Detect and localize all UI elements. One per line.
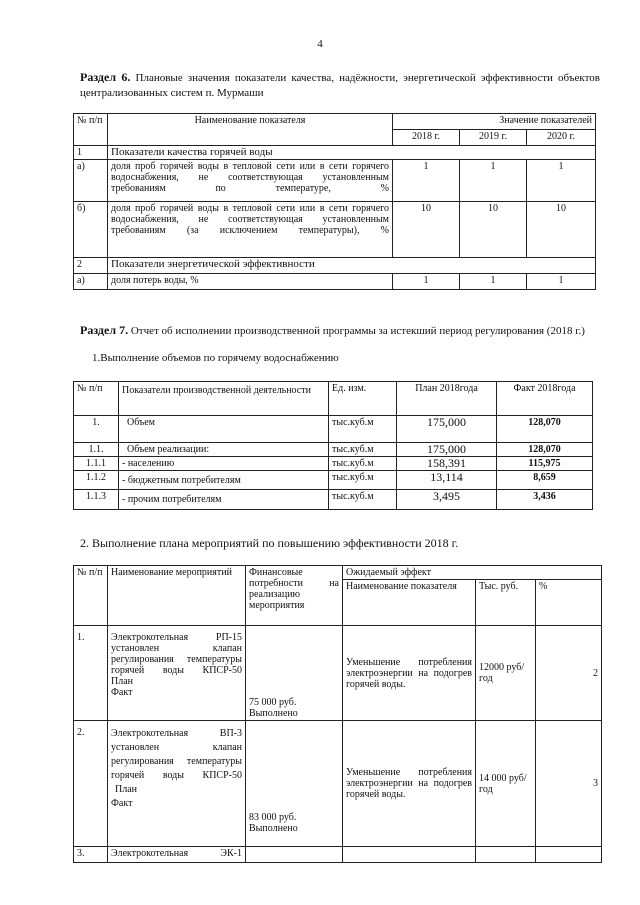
- header-num: № п/п: [74, 566, 108, 626]
- row-group-title: Показатели энергетической эффективности: [108, 258, 596, 274]
- section6-label: Раздел 6.: [80, 70, 131, 84]
- row-finance-status: Выполнено: [249, 823, 298, 834]
- year-2020: 2020 г.: [527, 130, 596, 146]
- row-name: - прочим потребителям: [119, 490, 329, 510]
- row-fact: 128,070: [497, 416, 593, 443]
- row-num: а): [74, 160, 108, 202]
- header-fact: Факт 2018года: [497, 382, 593, 416]
- header-plan: План 2018года: [397, 382, 497, 416]
- row-value: 1: [393, 274, 460, 290]
- row-group-title: Показатели качества горячей воды: [108, 146, 596, 160]
- page-number: 4: [317, 38, 323, 50]
- section7-subheading-1: 1.Выполнение объемов по горячему водоснабжению: [92, 352, 339, 364]
- row-fact-label: Факт: [111, 687, 133, 698]
- row-name: Электрокотельная ВП-3 установлен клапан регулирования температуры горячей воды КПСР-50: [111, 728, 242, 781]
- section6-title: Плановые значения показатели качества, надёжности, энергетической эффективности объектов централизованных систем п. Мурмаши: [80, 72, 600, 99]
- measures-table: [73, 565, 602, 863]
- section7-label: Раздел 7.: [80, 323, 129, 337]
- section7-subheading-2: 2. Выполнение плана мероприятий по повышению эффективности 2018 г.: [80, 536, 459, 550]
- section6-table: [73, 113, 596, 290]
- row-num: б): [74, 202, 108, 258]
- row-num: 3.: [74, 847, 108, 863]
- row-value: 1: [460, 274, 527, 290]
- row-num: а): [74, 274, 108, 290]
- row-rub: [476, 847, 536, 863]
- row-unit: тыс.куб.м: [329, 471, 397, 490]
- row-fact: 8,659: [497, 471, 593, 490]
- row-name: Электрокотельная РП-15 установлен клапан регулирования температуры горячей воды КПСР-50: [111, 632, 242, 676]
- header-name: Наименование показателя: [108, 114, 393, 146]
- row-value: 10: [393, 202, 460, 258]
- row-name-cell: [108, 721, 246, 847]
- header-rub: Тыс. руб.: [476, 580, 536, 626]
- row-finance: [246, 847, 343, 863]
- row-num: 1.1.2: [74, 471, 119, 490]
- row-name: Объем реализации:: [119, 443, 329, 457]
- row-value: 1: [527, 274, 596, 290]
- row-plan: 175,000: [397, 416, 497, 443]
- row-num: 1.1.1: [74, 457, 119, 471]
- row-num: 1: [74, 146, 108, 160]
- row-name: Объем: [119, 416, 329, 443]
- row-unit: тыс.куб.м: [329, 416, 397, 443]
- header-num: № п/п: [74, 114, 108, 146]
- header-finance: Финансовые потребности на реализацию мероприятия: [246, 566, 343, 626]
- row-name-cell: [108, 626, 246, 721]
- row-name: доля проб горячей воды в тепловой сети или в сети горячего водоснабжения, не соответствующая установленным требованиям по температуре, %: [108, 160, 393, 202]
- row-finance-cell: [246, 721, 343, 847]
- row-num: 2: [74, 258, 108, 274]
- row-plan-label: План: [115, 784, 138, 795]
- row-num: 1.1.: [74, 443, 119, 457]
- row-value: 1: [527, 160, 596, 202]
- row-value: 1: [393, 160, 460, 202]
- row-finance: 75 000 руб.: [249, 697, 297, 708]
- row-fact: 115,975: [497, 457, 593, 471]
- row-unit: тыс.куб.м: [329, 490, 397, 510]
- header-values: Значение показателей: [393, 114, 596, 130]
- row-value: 10: [460, 202, 527, 258]
- header-pct: %: [536, 580, 602, 626]
- row-pct: [536, 847, 602, 863]
- row-effect: Уменьшение потребления электроэнергии на подогрев горячей воды.: [343, 721, 476, 847]
- row-num: 1.1.3: [74, 490, 119, 510]
- row-name: доля проб горячей воды в тепловой сети или в сети горячего водоснабжения, не соответствующая установленным требованиям (за исключением температуры), %: [108, 202, 393, 258]
- row-value: 10: [527, 202, 596, 258]
- row-fact: 3,436: [497, 490, 593, 510]
- row-value: 1: [460, 160, 527, 202]
- row-name: - населению: [119, 457, 329, 471]
- row-name: Электрокотельная ЭК-1: [108, 847, 246, 863]
- section6-heading: [80, 70, 600, 101]
- year-2018: 2018 г.: [393, 130, 460, 146]
- row-finance-cell: [246, 626, 343, 721]
- header-name: Наименование мероприятий: [108, 566, 246, 626]
- row-plan: 175,000: [397, 443, 497, 457]
- section7-heading: [80, 324, 605, 338]
- row-fact-label: Факт: [111, 798, 133, 809]
- row-effect: [343, 847, 476, 863]
- row-pct: 3: [536, 721, 602, 847]
- header-indicator: Показатели производственной деятельности: [119, 382, 329, 416]
- row-num: 1.: [74, 416, 119, 443]
- row-pct: 2: [536, 626, 602, 721]
- row-fact: 128,070: [497, 443, 593, 457]
- row-unit: тыс.куб.м: [329, 457, 397, 471]
- header-unit: Ед. изм.: [329, 382, 397, 416]
- row-name: - бюджетным потребителям: [119, 471, 329, 490]
- header-effect: Ожидаемый эффект: [343, 566, 602, 580]
- row-finance-status: Выполнено: [249, 708, 298, 719]
- row-effect: Уменьшение потребления электроэнергии на подогрев горячей воды.: [343, 626, 476, 721]
- row-num: 2.: [74, 721, 108, 847]
- row-plan: 158,391: [397, 457, 497, 471]
- header-num: № п/п: [74, 382, 119, 416]
- row-plan: 3,495: [397, 490, 497, 510]
- row-rub: 12000 руб/год: [476, 626, 536, 721]
- row-plan: 13,114: [397, 471, 497, 490]
- volumes-table: [73, 381, 593, 510]
- row-unit: тыс.куб.м: [329, 443, 397, 457]
- row-finance: 83 000 руб.: [249, 812, 297, 823]
- year-2019: 2019 г.: [460, 130, 527, 146]
- row-plan-label: План: [111, 676, 134, 687]
- section7-title: Отчет об исполнении производственной программы за истекший период регулирования (2018 г.): [130, 325, 585, 337]
- row-num: 1.: [74, 626, 108, 721]
- header-effect-name: Наименование показателя: [343, 580, 476, 626]
- row-name: доля потерь воды, %: [108, 274, 393, 290]
- row-rub: 14 000 руб/год: [476, 721, 536, 847]
